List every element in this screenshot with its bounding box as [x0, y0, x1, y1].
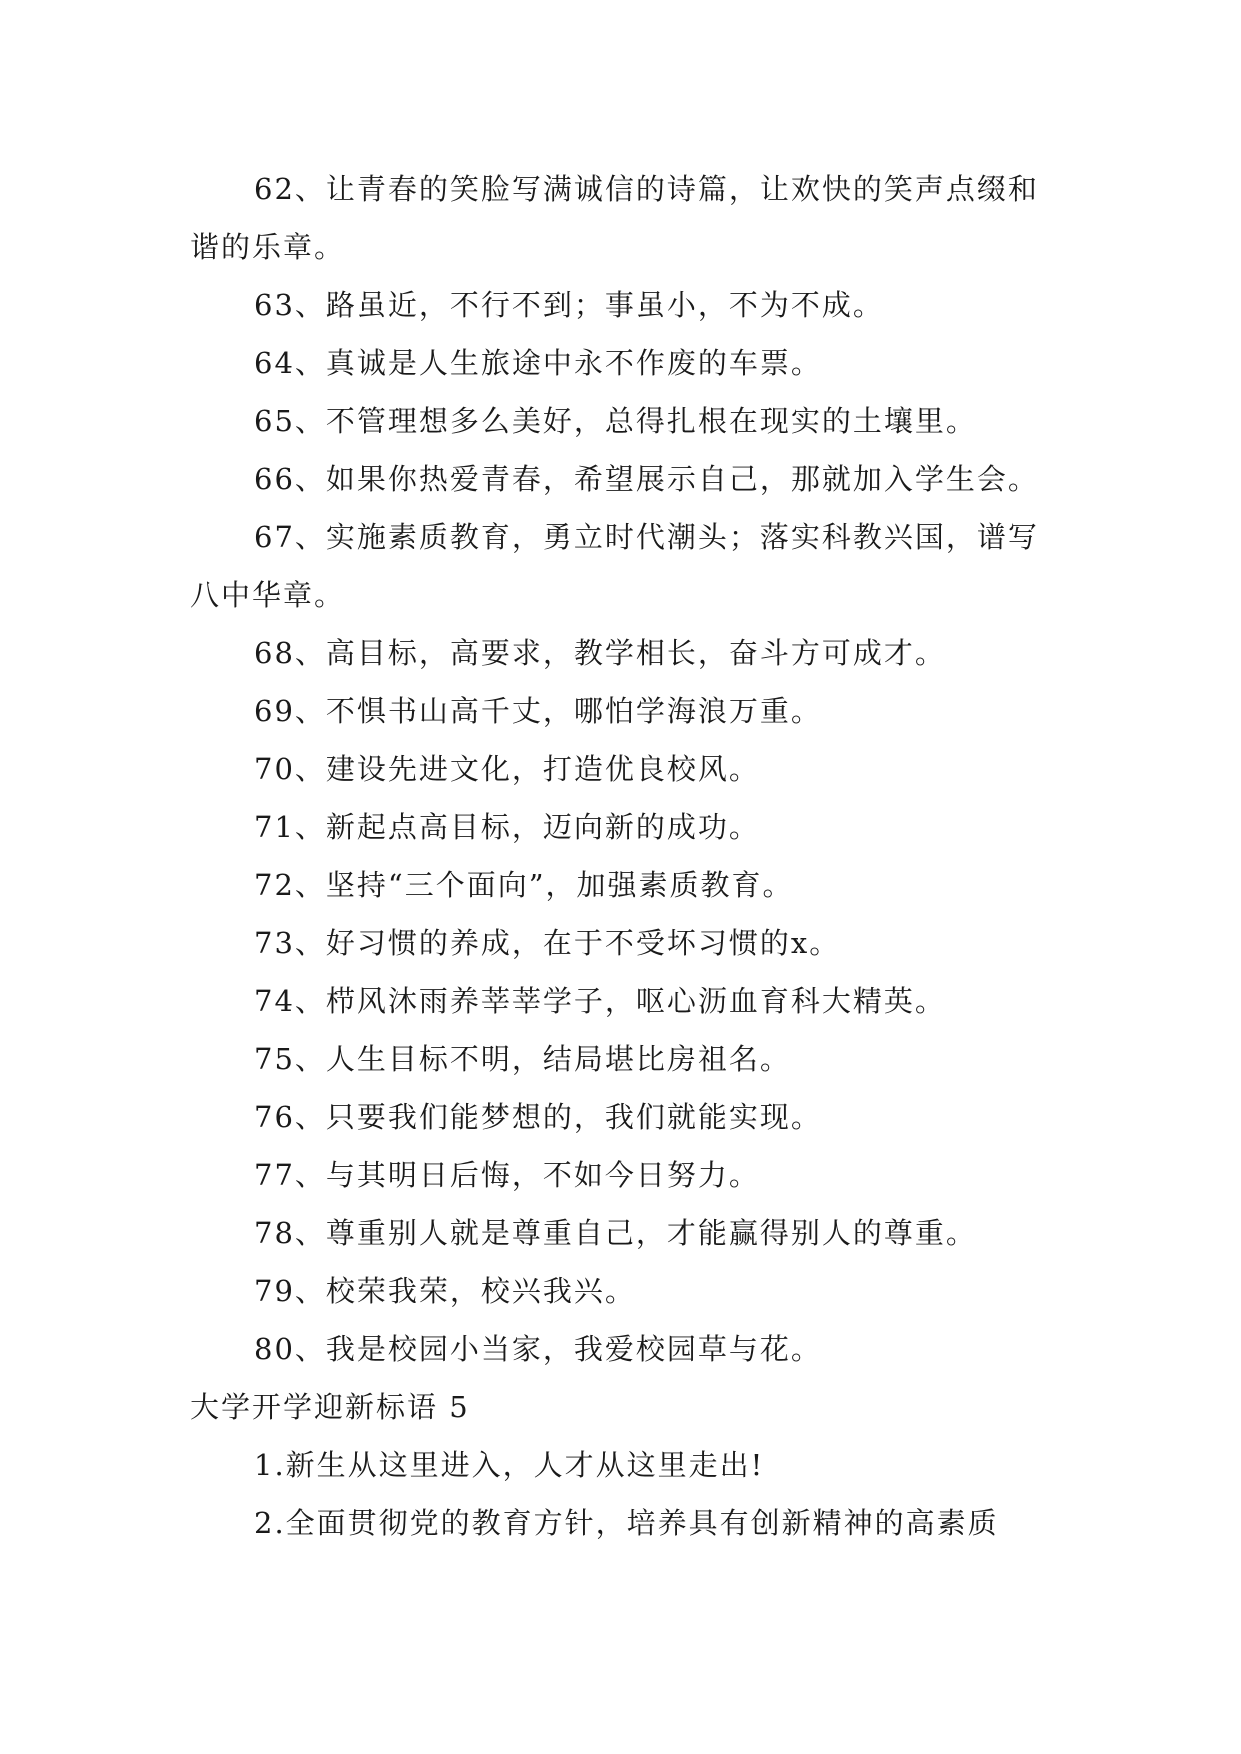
slogan-item: 80、我是校园小当家，我爱校园草与花。: [254, 1332, 822, 1366]
slogan-item: 78、尊重别人就是尊重自己，才能赢得别人的尊重。: [254, 1216, 977, 1250]
slogan-item: 72、坚持“三个面向”，加强素质教育。: [254, 868, 794, 902]
slogan-item: 66、如果你热爱青春，希望展示自己，那就加入学生会。: [254, 462, 1039, 496]
slogan-item: 1.新生从这里进入，人才从这里走出!: [254, 1448, 765, 1482]
slogan-item: 69、不惧书山高千丈，哪怕学海浪万重。: [254, 694, 822, 728]
slogan-item: 77、与其明日后悔，不如今日努力。: [254, 1158, 760, 1192]
slogan-item: 64、真诚是人生旅途中永不作废的车票。: [254, 346, 822, 380]
slogan-item: 68、高目标，高要求，教学相长，奋斗方可成才。: [254, 636, 946, 670]
slogan-item: 71、新起点高目标，迈向新的成功。: [254, 810, 760, 844]
slogan-item: 63、路虽近，不行不到；事虽小，不为不成。: [254, 288, 884, 322]
slogan-item: 74、栉风沐雨养莘莘学子，呕心沥血育科大精英。: [254, 984, 946, 1018]
slogan-item: 76、只要我们能梦想的，我们就能实现。: [254, 1100, 822, 1134]
slogan-item: 2.全面贯彻党的教育方针，培养具有创新精神的高素质: [254, 1506, 999, 1540]
slogan-item: 65、不管理想多么美好，总得扎根在现实的土壤里。: [254, 404, 977, 438]
slogan-item: 70、建设先进文化，打造优良校风。: [254, 752, 760, 786]
slogan-item: 73、好习惯的养成，在于不受坏习惯的x。: [254, 926, 841, 960]
slogan-item: 67、实施素质教育，勇立时代潮头；落实科教兴国，谱写八中华章。: [190, 520, 1039, 612]
section-heading: 大学开学迎新标语 5: [190, 1390, 470, 1424]
document-page: [190, 160, 1056, 1552]
slogan-item: 62、让青春的笑脸写满诚信的诗篇，让欢快的笑声点缀和谐的乐章。: [190, 172, 1039, 264]
slogan-item: 75、人生目标不明，结局堪比房祖名。: [254, 1042, 791, 1076]
slogan-item: 79、校荣我荣，校兴我兴。: [254, 1274, 636, 1308]
